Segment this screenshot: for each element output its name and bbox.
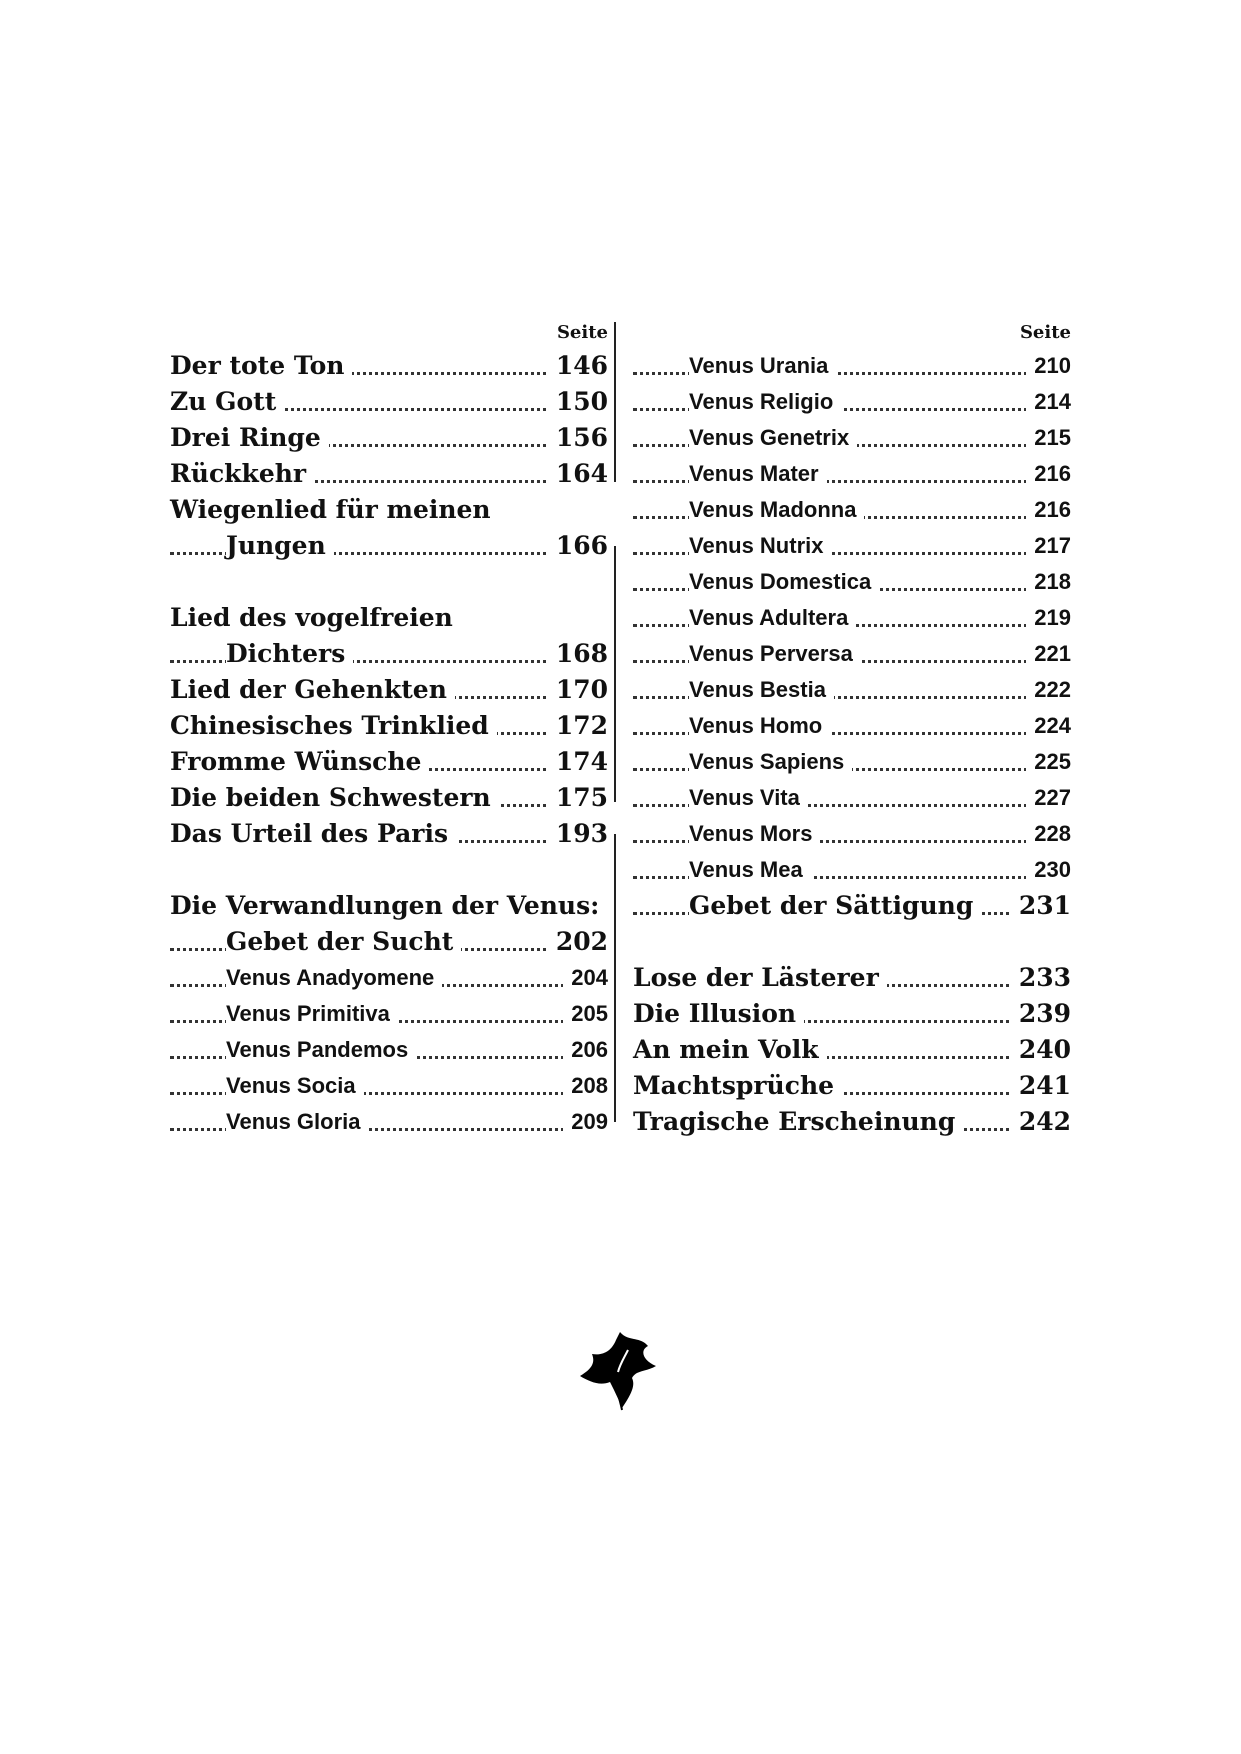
toc-page-number: 170 <box>548 672 608 708</box>
toc-page-number: 218 <box>1026 564 1071 600</box>
toc-page-number: 208 <box>563 1068 608 1104</box>
toc-entry-title: Venus Mors <box>689 821 820 846</box>
toc-page-number: 193 <box>548 816 608 852</box>
toc-entry-title: Die Verwandlungen der Venus: <box>170 891 607 920</box>
toc-entry-title: An mein Volk <box>633 1035 827 1064</box>
toc-right-column <box>633 318 1071 1140</box>
toc-page-number: 240 <box>1011 1032 1071 1068</box>
toc-page-number: 219 <box>1026 600 1071 636</box>
toc-entry[interactable] <box>170 780 608 816</box>
toc-page-number: 228 <box>1026 816 1071 852</box>
toc-entry-title: Venus Anadyomene <box>226 965 442 990</box>
toc-entry-title: Gebet der Sucht <box>226 927 461 956</box>
toc-entry-title: Das Urteil des Paris <box>170 819 456 848</box>
toc-entry-title: Venus Sapiens <box>689 749 852 774</box>
toc-entry[interactable] <box>170 420 608 456</box>
toc-page-number: 164 <box>548 456 608 492</box>
toc-entry-title: Lose der Lästerer <box>633 963 887 992</box>
toc-page-number: 224 <box>1026 708 1071 744</box>
toc-entry-title: Venus Perversa <box>689 641 861 666</box>
toc-entry-title: Venus Primitiva <box>226 1001 398 1026</box>
toc-entry-title: Lied des vogelfreien <box>170 603 461 632</box>
toc-entry-title: Venus Religio <box>689 389 841 414</box>
toc-page-number: 239 <box>1011 996 1071 1032</box>
toc-entry-title: Der tote Ton <box>170 351 352 380</box>
toc-entry-title: Venus Genetrix <box>689 425 857 450</box>
toc-entry[interactable] <box>170 960 608 996</box>
toc-page-number: 214 <box>1026 384 1071 420</box>
toc-entry[interactable] <box>170 600 608 636</box>
toc-entry[interactable] <box>633 384 1071 420</box>
toc-entry[interactable] <box>633 780 1071 816</box>
toc-page-number: 150 <box>548 384 608 420</box>
toc-entry-title: Venus Gloria <box>226 1109 369 1134</box>
toc-entry[interactable] <box>170 1104 608 1140</box>
toc-page-number: 221 <box>1026 636 1071 672</box>
toc-entry[interactable] <box>633 600 1071 636</box>
toc-page-number: 241 <box>1011 1068 1071 1104</box>
toc-page-number: 217 <box>1026 528 1071 564</box>
toc-page-number: 242 <box>1011 1104 1071 1140</box>
toc-entry[interactable] <box>633 1032 1071 1068</box>
toc-entry-title: Tragische Erscheinung <box>633 1107 963 1136</box>
toc-entry[interactable] <box>170 456 608 492</box>
toc-entry-title: Venus Vita <box>689 785 808 810</box>
toc-entry-title: Venus Pandemos <box>226 1037 416 1062</box>
toc-page-number: 156 <box>548 420 608 456</box>
toc-entry-title: Venus Madonna <box>689 497 864 522</box>
toc-entry-title: Machtsprüche <box>633 1071 842 1100</box>
toc-entry-title: Venus Mea <box>689 857 811 882</box>
toc-entry-title: Venus Adultera <box>689 605 856 630</box>
leaf-ornament-icon <box>570 1320 670 1420</box>
toc-entry[interactable] <box>170 492 608 528</box>
toc-entry[interactable] <box>170 1032 608 1068</box>
toc-page-number: 231 <box>1011 888 1071 924</box>
toc-page-number: 174 <box>548 744 608 780</box>
toc-left-entries <box>170 348 608 1140</box>
toc-entry-title: Lied der Gehenkten <box>170 675 455 704</box>
toc-entry-title: Rückkehr <box>170 459 314 488</box>
toc-page-number: 233 <box>1011 960 1071 996</box>
toc-entry[interactable] <box>633 1068 1071 1104</box>
toc-page-number: 222 <box>1026 672 1071 708</box>
toc-entry-title: Gebet der Sättigung <box>689 891 981 920</box>
toc-entry-title: Venus Urania <box>689 353 836 378</box>
toc-entry[interactable] <box>170 744 608 780</box>
toc-entry-title: Venus Nutrix <box>689 533 831 558</box>
toc-entry[interactable] <box>170 348 608 384</box>
toc-entry-title: Wiegenlied für meinen <box>170 495 499 524</box>
toc-entry-title: Venus Homo <box>689 713 830 738</box>
toc-page-number: 216 <box>1026 492 1071 528</box>
toc-entry[interactable] <box>633 744 1071 780</box>
toc-entry[interactable] <box>633 456 1071 492</box>
toc-page-number: 227 <box>1026 780 1071 816</box>
toc-spacer <box>633 924 1071 960</box>
toc-entry-title: Jungen <box>226 531 334 560</box>
toc-entry[interactable] <box>633 816 1071 852</box>
toc-entry[interactable] <box>633 528 1071 564</box>
toc-page-number: 206 <box>563 1032 608 1068</box>
toc-page-number: 166 <box>548 528 608 564</box>
toc-page-number: 225 <box>1026 744 1071 780</box>
toc-page-number: 172 <box>548 708 608 744</box>
toc-entry-title: Zu Gott <box>170 387 284 416</box>
toc-entry[interactable] <box>633 960 1071 996</box>
toc-entry[interactable] <box>633 564 1071 600</box>
toc-page-number: 215 <box>1026 420 1071 456</box>
toc-entry-title: Die Illusion <box>633 999 804 1028</box>
toc-entry[interactable] <box>633 492 1071 528</box>
toc-entry[interactable] <box>170 528 608 564</box>
toc-entry-title: Dichters <box>226 639 353 668</box>
toc-entry[interactable] <box>170 636 608 672</box>
toc-entry[interactable] <box>170 672 608 708</box>
toc-entry[interactable] <box>170 888 608 924</box>
toc-entry-title: Venus Mater <box>689 461 827 486</box>
toc-page-number: 204 <box>563 960 608 996</box>
toc-entry[interactable] <box>633 348 1071 384</box>
toc-entry[interactable] <box>633 420 1071 456</box>
toc-entry[interactable] <box>633 672 1071 708</box>
toc-entry[interactable] <box>633 888 1071 924</box>
toc-entry[interactable] <box>633 636 1071 672</box>
toc-page-number: 216 <box>1026 456 1071 492</box>
toc-left-column <box>170 318 608 1140</box>
toc-entry[interactable] <box>633 996 1071 1032</box>
toc-entry[interactable] <box>170 816 608 852</box>
toc-entry[interactable] <box>633 708 1071 744</box>
toc-entry-title: Fromme Wünsche <box>170 747 429 776</box>
toc-entry[interactable] <box>170 708 608 744</box>
toc-right-entries <box>633 348 1071 1140</box>
toc-entry-title: Venus Domestica <box>689 569 879 594</box>
toc-page-number: 205 <box>563 996 608 1032</box>
toc-entry[interactable] <box>633 1104 1071 1140</box>
toc-page-number: 175 <box>548 780 608 816</box>
toc-page-number: 209 <box>563 1104 608 1140</box>
toc-entry-title: Venus Socia <box>226 1073 364 1098</box>
toc-page-number: 210 <box>1026 348 1071 384</box>
toc-entry[interactable] <box>170 1068 608 1104</box>
page-header-label: Seite <box>1019 322 1071 343</box>
toc-entry[interactable] <box>633 852 1071 888</box>
toc-spacer <box>170 564 608 600</box>
toc-page-number: 146 <box>548 348 608 384</box>
toc-entry-title: Chinesisches Trinklied <box>170 711 497 740</box>
toc-page-number: 202 <box>548 924 608 960</box>
page-header-label: Seite <box>556 322 608 343</box>
toc-entry-title: Venus Bestia <box>689 677 834 702</box>
toc-entry-title: Die beiden Schwestern <box>170 783 499 812</box>
toc-page-number: 230 <box>1026 852 1071 888</box>
toc-entry[interactable] <box>170 924 608 960</box>
toc-entry[interactable] <box>170 384 608 420</box>
toc-page-number: 168 <box>548 636 608 672</box>
column-divider <box>614 322 616 1122</box>
toc-spacer <box>170 852 608 888</box>
toc-entry[interactable] <box>170 996 608 1032</box>
toc-entry-title: Drei Ringe <box>170 423 329 452</box>
